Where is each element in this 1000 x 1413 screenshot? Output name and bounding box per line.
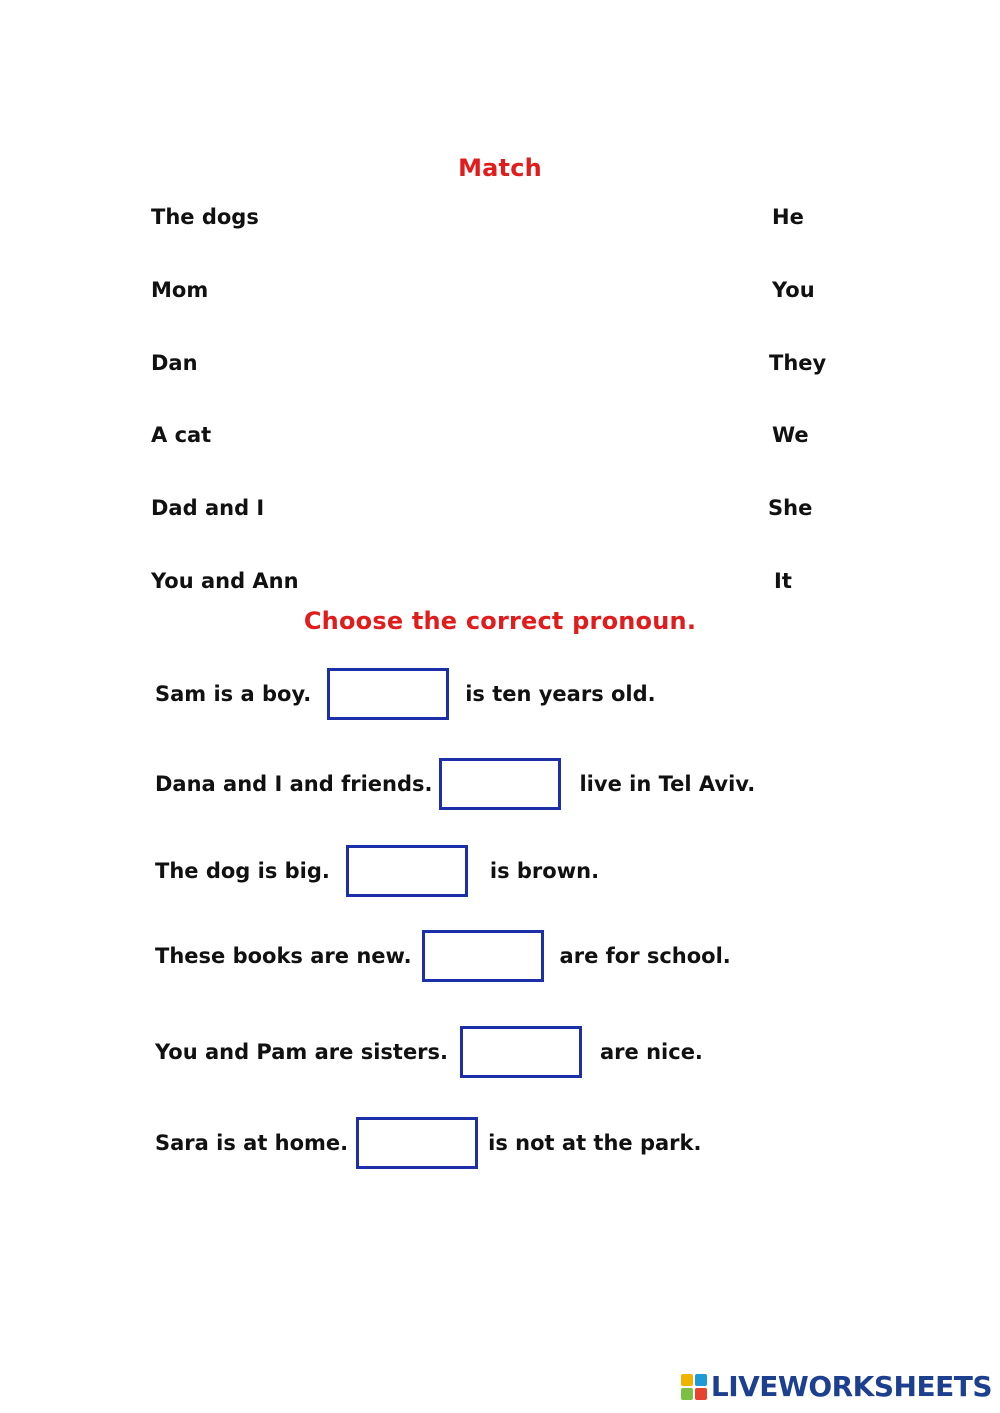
sentence-before: Sara is at home.	[155, 1131, 349, 1155]
match-right-item[interactable]: We	[772, 423, 809, 447]
match-right-item[interactable]: It	[774, 569, 792, 593]
sentence-after: is ten years old.	[465, 682, 656, 706]
sentence-after: are for school.	[559, 944, 731, 968]
logo-cell	[681, 1388, 693, 1400]
answer-input[interactable]	[327, 668, 449, 720]
sentence-before: Dana and I and friends.	[155, 772, 433, 796]
sentence-row	[155, 1115, 701, 1171]
match-left-item[interactable]: A cat	[151, 423, 212, 447]
answer-input[interactable]	[356, 1117, 478, 1169]
sentence-row	[155, 756, 755, 812]
sentence-before: Sam is a boy.	[155, 682, 312, 706]
answer-input[interactable]	[422, 930, 544, 982]
sentence-row	[155, 1024, 703, 1080]
match-right-item[interactable]: They	[769, 351, 827, 375]
match-left-item[interactable]: Dad and I	[151, 496, 265, 520]
answer-input[interactable]	[346, 845, 468, 897]
match-left-item[interactable]: You and Ann	[151, 569, 299, 593]
sentence-before: You and Pam are sisters.	[155, 1040, 449, 1064]
match-left-item[interactable]: Dan	[151, 351, 198, 375]
match-right-item[interactable]: You	[772, 278, 815, 302]
logo-cell	[695, 1388, 707, 1400]
sentence-before: The dog is big.	[155, 859, 330, 883]
sentence-row	[155, 843, 599, 899]
match-right-item[interactable]: She	[768, 496, 813, 520]
match-right-item[interactable]: He	[772, 205, 804, 229]
sentence-after: is not at the park.	[488, 1131, 702, 1155]
sentence-after: live in Tel Aviv.	[579, 772, 756, 796]
answer-input[interactable]	[460, 1026, 582, 1078]
sentence-row	[155, 666, 656, 722]
logo-cell	[695, 1374, 707, 1386]
answer-input[interactable]	[439, 758, 561, 810]
match-left-item[interactable]: Mom	[151, 278, 209, 302]
choose-title: Choose the correct pronoun.	[303, 607, 697, 635]
match-left-item[interactable]: The dogs	[151, 205, 259, 229]
logo-mark-icon	[681, 1374, 707, 1400]
sentence-after: are nice.	[600, 1040, 703, 1064]
match-title: Match	[458, 154, 542, 182]
liveworksheets-logo	[681, 1370, 992, 1403]
logo-cell	[681, 1374, 693, 1386]
sentence-row	[155, 928, 731, 984]
sentence-before: These books are new.	[155, 944, 412, 968]
logo-text: LIVEWORKSHEETS	[710, 1370, 992, 1403]
sentence-after: is brown.	[489, 859, 600, 883]
